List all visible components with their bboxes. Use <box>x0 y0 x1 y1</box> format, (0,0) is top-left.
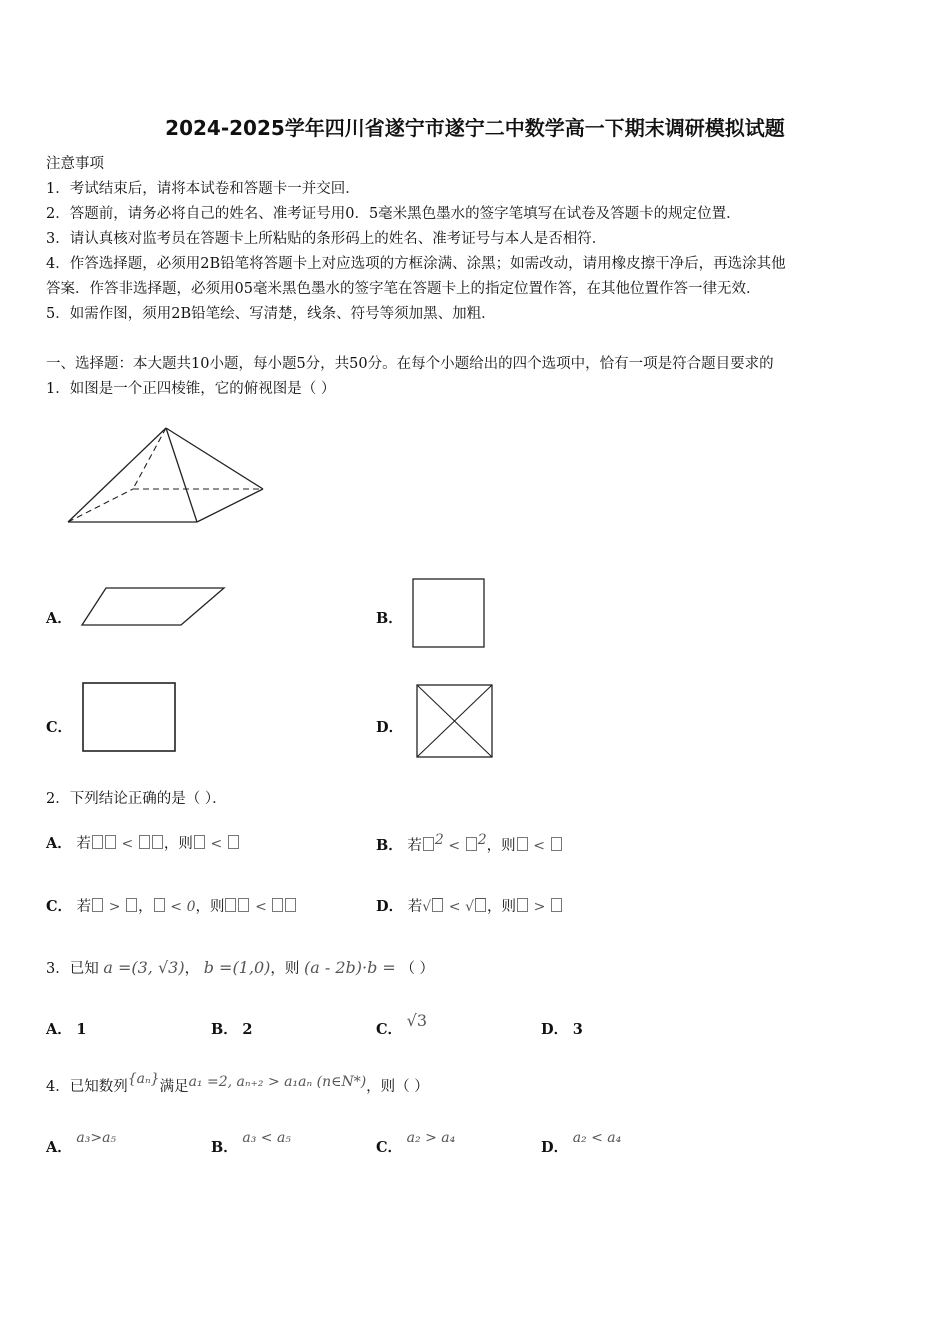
option-text: 若 <box>407 837 422 854</box>
notice-item: 4．作答选择题，必须用2B铅笔将答题卡上对应选项的方框涂满、涂黑；如需改动，请用橡皮擦干净后，再选涂其他 <box>46 256 786 272</box>
q4-option-b <box>211 1130 291 1157</box>
question-stem: 满足 <box>159 1079 189 1095</box>
placeholder-symbol <box>423 837 434 851</box>
q4-option-a <box>46 1130 117 1157</box>
placeholder-symbol <box>551 898 562 912</box>
question-stem: 下列结论正确的是（ ）． <box>69 791 227 807</box>
option-label: D． <box>541 1139 569 1156</box>
placeholder-symbol <box>238 898 249 912</box>
placeholder-symbol <box>152 835 163 849</box>
option-value: 2 <box>242 1021 253 1038</box>
option-value: 3 <box>572 1021 583 1038</box>
notice-heading: 注意事项 <box>46 156 104 172</box>
option-label: A． <box>46 1139 72 1156</box>
lt-symbol: < <box>533 837 546 854</box>
option-text: 若 <box>76 836 91 852</box>
section-heading: 一、选择题：本大题共10小题，每小题5分，共50分。在每个小题给出的四个选项中，恰有一项是符合题目要求的 <box>46 356 774 372</box>
lt-symbol: < <box>210 836 223 852</box>
option-text: ， <box>138 899 153 915</box>
option-label-d: D． <box>376 719 404 736</box>
placeholder-symbol <box>285 898 296 912</box>
q4-option-c <box>376 1130 456 1157</box>
lt-symbol: < <box>448 899 461 915</box>
placeholder-symbol <box>466 837 477 851</box>
option-value: a₂ < a₄ <box>572 1130 622 1146</box>
option-label: C． <box>376 1139 403 1156</box>
option-label: C． <box>46 898 73 915</box>
vector-a: a =(3, √3) <box>103 958 185 977</box>
exponent: 2 <box>434 832 444 848</box>
option-value: a₃>a₅ <box>76 1130 117 1146</box>
q4-option-d <box>541 1130 622 1157</box>
placeholder-symbol <box>517 837 528 851</box>
placeholder-symbol <box>272 898 283 912</box>
option-label-b: B． <box>376 610 403 627</box>
placeholder-symbol <box>92 835 103 849</box>
q3-option-a <box>46 1018 86 1039</box>
option-label: D． <box>541 1021 569 1038</box>
notice-item: 答案．作答非选择题，必须用05毫米黑色墨水的签字笔在答题卡上的指定位置作答，在其他位置作答一律无效． <box>46 281 761 297</box>
placeholder-symbol <box>154 898 165 912</box>
sequence-condition: a₁ =2, aₙ₊₂ > a₁aₙ (n∈N*) <box>188 1074 367 1090</box>
option-label: A． <box>46 1021 72 1038</box>
question-stem: ，则 <box>270 961 300 977</box>
option-value: 1 <box>76 1021 87 1038</box>
placeholder-symbol <box>228 835 239 849</box>
placeholder-symbol <box>126 898 137 912</box>
question-stem: ，则（ ） <box>366 1079 429 1095</box>
option-label: A． <box>46 835 72 852</box>
option-value: a₂ > a₄ <box>406 1130 456 1146</box>
q2-option-b <box>376 832 563 855</box>
placeholder-symbol <box>432 898 443 912</box>
dot-expression: (a - 2b)·b = <box>303 958 396 977</box>
option-label: C． <box>376 1021 403 1038</box>
question-stem: 如图是一个正四棱锥，它的俯视图是（ ） <box>69 381 336 397</box>
lt-symbol: < <box>255 899 267 915</box>
placeholder-symbol <box>139 835 150 849</box>
q3-option-d <box>541 1018 583 1039</box>
q3-option-b <box>211 1018 252 1039</box>
option-label: D． <box>376 898 404 915</box>
placeholder-symbol <box>105 835 116 849</box>
question-stem: 已知 <box>69 961 99 977</box>
q2-option-d <box>376 895 563 916</box>
option-text: ，则 <box>486 899 516 915</box>
option-text: 若 <box>76 899 92 915</box>
notice-item: 3．请认真核对监考员在答题卡上所粘贴的条形码上的姓名、准考证号与本人是否相符． <box>46 231 607 247</box>
placeholder-symbol <box>517 898 528 912</box>
option-label-a: A． <box>46 610 72 627</box>
option-label: B． <box>376 836 403 854</box>
q2-option-c <box>46 895 297 916</box>
page-title: 2024-2025学年四川省遂宁市遂宁二中数学高一下期末调研模拟试题 <box>165 116 785 140</box>
question-3 <box>46 957 434 978</box>
option-text: ，则 <box>163 836 193 852</box>
option-label-c: C． <box>46 719 73 736</box>
question-stem: 已知数列 <box>69 1079 128 1095</box>
lt-symbol: < <box>170 899 182 915</box>
exponent: 2 <box>477 832 487 848</box>
answer-blank: （ ） <box>400 961 435 977</box>
question-number: 3． <box>46 961 70 977</box>
gt-symbol: > <box>108 899 121 915</box>
option-text: ，则 <box>195 899 225 915</box>
notice-item: 2．答题前，请务必将自己的姓名、准考证号用0．5毫米黑色墨水的签字笔填写在试卷及答题卡的规定位置． <box>46 206 741 222</box>
option-text: 若 <box>407 899 423 915</box>
option-value: a₃ < a₅ <box>242 1130 291 1146</box>
placeholder-symbol <box>551 837 562 851</box>
gt-symbol: > <box>533 899 546 915</box>
sequence-symbol: {aₙ} <box>127 1071 160 1087</box>
placeholder-symbol <box>225 898 236 912</box>
question-stem: ， <box>184 961 200 977</box>
lt-symbol: < <box>121 836 134 852</box>
question-2 <box>46 787 227 808</box>
question-number: 4． <box>46 1079 70 1095</box>
sqrt-symbol: √ <box>465 899 474 915</box>
placeholder-symbol <box>92 898 103 912</box>
lt-symbol: < <box>448 837 461 854</box>
vector-b: b =(1,0) <box>203 958 271 977</box>
question-number: 2． <box>46 791 70 807</box>
question-number: 1． <box>46 381 70 397</box>
placeholder-symbol <box>475 898 486 912</box>
notice-item: 1．考试结束后，请将本试卷和答题卡一并交回． <box>46 181 360 197</box>
placeholder-symbol <box>194 835 205 849</box>
q2-option-a <box>46 832 240 853</box>
option-value: √3 <box>406 1011 428 1030</box>
zero-value: 0 <box>186 899 196 915</box>
option-label: B． <box>211 1021 238 1038</box>
question-4 <box>46 1071 429 1096</box>
sqrt-symbol: √ <box>422 899 432 915</box>
notice-item: 5．如需作图，须用2B铅笔绘、写清楚，线条、符号等须加黑、加粗． <box>46 306 496 322</box>
option-text: ，则 <box>486 837 516 854</box>
option-label: B． <box>211 1139 238 1156</box>
q3-option-c <box>376 1011 428 1039</box>
